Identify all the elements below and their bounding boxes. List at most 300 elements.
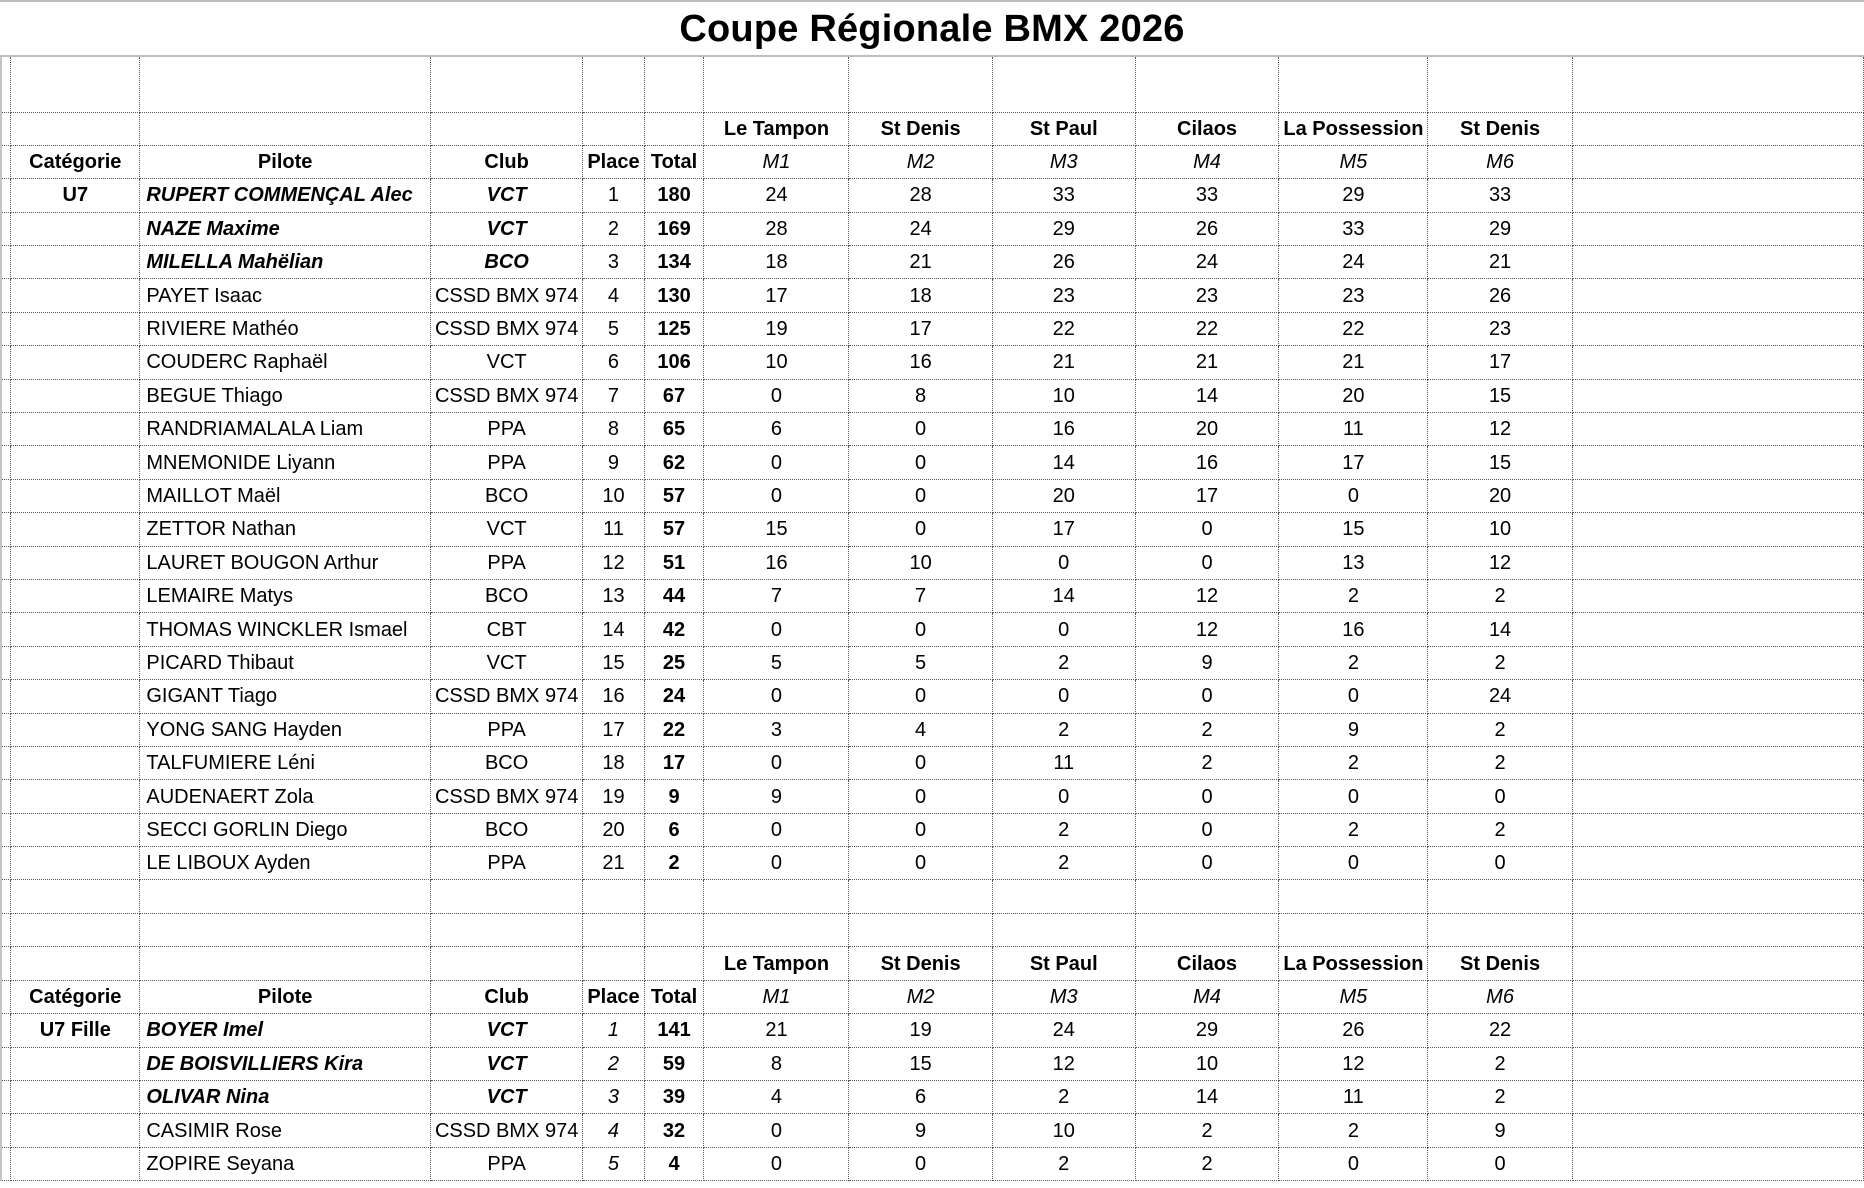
categorie-cell (11, 212, 140, 245)
table-row (1, 446, 1864, 479)
categorie-cell (11, 613, 140, 646)
row-edge (1, 880, 11, 914)
header-total: Total (644, 145, 704, 178)
club-cell: BCO (430, 579, 582, 612)
place-cell: 15 (583, 646, 644, 679)
place-cell: 18 (583, 746, 644, 779)
categorie-cell (11, 479, 140, 512)
empty-cell (1572, 57, 1863, 112)
table-row (1, 746, 1864, 779)
row-edge (1, 913, 11, 947)
table-row (1, 646, 1864, 679)
table-row (1, 713, 1864, 746)
row-edge (1, 179, 11, 212)
manche-2-cell: 0 (849, 479, 992, 512)
total-cell: 24 (644, 680, 704, 713)
manche-6-cell: 2 (1428, 579, 1572, 612)
venue-header-6: St Denis (1428, 947, 1572, 980)
venue-header-5: La Possession (1279, 112, 1428, 145)
table-row (1, 312, 1864, 345)
pilote-cell: ZOPIRE Seyana (140, 1147, 431, 1180)
manche-1-cell: 0 (704, 1114, 849, 1147)
row-edge (1, 847, 11, 880)
total-cell: 17 (644, 746, 704, 779)
place-cell: 4 (583, 1114, 644, 1147)
row-edge (1, 1114, 11, 1147)
manche-1-cell: 7 (704, 579, 849, 612)
club-cell: VCT (430, 179, 582, 212)
pilote-cell: PICARD Thibaut (140, 646, 431, 679)
header-categorie: Catégorie (11, 145, 140, 178)
manche-2-cell: 7 (849, 579, 992, 612)
manche-5-cell: 0 (1279, 847, 1428, 880)
row-edge (1, 613, 11, 646)
total-cell: 59 (644, 1047, 704, 1080)
empty-cell (140, 57, 431, 112)
empty-cell (704, 880, 849, 914)
manche-4-cell: 10 (1135, 1047, 1279, 1080)
pilote-cell: PAYET Isaac (140, 279, 431, 312)
table-row (1, 1147, 1864, 1180)
empty-cell (1572, 1047, 1863, 1080)
empty-cell (644, 947, 704, 980)
empty-cell (583, 913, 644, 947)
manche-6-cell: 10 (1428, 513, 1572, 546)
manche-4-cell: 14 (1135, 379, 1279, 412)
venue-header-3: St Paul (992, 947, 1135, 980)
manche-2-cell: 19 (849, 1014, 992, 1047)
empty-cell (704, 57, 849, 112)
manche-6-cell: 23 (1428, 312, 1572, 345)
total-cell: 6 (644, 813, 704, 846)
categorie-cell (11, 713, 140, 746)
row-edge (1, 312, 11, 345)
place-cell: 16 (583, 680, 644, 713)
manche-3-cell: 0 (992, 613, 1135, 646)
header-manche-2: M2 (849, 145, 992, 178)
manche-5-cell: 26 (1279, 1014, 1428, 1047)
club-cell: BCO (430, 246, 582, 279)
club-cell: PPA (430, 713, 582, 746)
place-cell: 3 (583, 246, 644, 279)
manche-6-cell: 2 (1428, 746, 1572, 779)
total-cell: 32 (644, 1114, 704, 1147)
pilote-cell: BOYER Imel (140, 1014, 431, 1047)
manche-5-cell: 0 (1279, 1147, 1428, 1180)
empty-cell (992, 880, 1135, 914)
table-row (1, 1014, 1864, 1047)
row-edge (1, 279, 11, 312)
total-cell: 57 (644, 513, 704, 546)
manche-1-cell: 0 (704, 446, 849, 479)
header-manche-3: M3 (992, 980, 1135, 1013)
venue-header-3: St Paul (992, 112, 1135, 145)
total-cell: 42 (644, 613, 704, 646)
manche-3-cell: 14 (992, 446, 1135, 479)
empty-cell (430, 947, 582, 980)
manche-2-cell: 0 (849, 513, 992, 546)
venue-header-row (1, 947, 1864, 980)
manche-5-cell: 2 (1279, 813, 1428, 846)
venue-header-6: St Denis (1428, 112, 1572, 145)
place-cell: 5 (583, 1147, 644, 1180)
pilote-cell: SECCI GORLIN Diego (140, 813, 431, 846)
total-cell: 25 (644, 646, 704, 679)
empty-cell (1572, 546, 1863, 579)
pilote-cell: DE BOISVILLIERS Kira (140, 1047, 431, 1080)
pilote-cell: AUDENAERT Zola (140, 780, 431, 813)
club-cell: CSSD BMX 974 (430, 312, 582, 345)
manche-3-cell: 16 (992, 413, 1135, 446)
empty-cell (1572, 1014, 1863, 1047)
manche-3-cell: 2 (992, 813, 1135, 846)
total-cell: 106 (644, 346, 704, 379)
empty-cell (140, 913, 431, 947)
manche-3-cell: 2 (992, 1081, 1135, 1114)
empty-cell (1572, 212, 1863, 245)
row-edge (1, 780, 11, 813)
total-cell: 67 (644, 379, 704, 412)
manche-6-cell: 33 (1428, 179, 1572, 212)
club-cell: CSSD BMX 974 (430, 1114, 582, 1147)
manche-4-cell: 24 (1135, 246, 1279, 279)
manche-4-cell: 2 (1135, 746, 1279, 779)
empty-cell (992, 913, 1135, 947)
page-title: Coupe Régionale BMX 2026 (679, 8, 1185, 50)
pilote-cell: COUDERC Raphaël (140, 346, 431, 379)
manche-4-cell: 12 (1135, 613, 1279, 646)
empty-cell (1279, 57, 1428, 112)
table-row (1, 1114, 1864, 1147)
empty-cell (1572, 1114, 1863, 1147)
empty-cell (1572, 179, 1863, 212)
total-cell: 125 (644, 312, 704, 345)
empty-cell (1572, 680, 1863, 713)
column-header-row (1, 980, 1864, 1013)
place-cell: 12 (583, 546, 644, 579)
empty-cell (1572, 479, 1863, 512)
manche-5-cell: 29 (1279, 179, 1428, 212)
manche-3-cell: 10 (992, 1114, 1135, 1147)
categorie-cell (11, 413, 140, 446)
empty-cell (583, 112, 644, 145)
manche-5-cell: 13 (1279, 546, 1428, 579)
club-cell: VCT (430, 212, 582, 245)
empty-cell (140, 112, 431, 145)
pilote-cell: LE LIBOUX Ayden (140, 847, 431, 880)
table-row (1, 680, 1864, 713)
empty-cell (1572, 880, 1863, 914)
total-cell: 169 (644, 212, 704, 245)
total-cell: 141 (644, 1014, 704, 1047)
pilote-cell: THOMAS WINCKLER Ismael (140, 613, 431, 646)
manche-4-cell: 33 (1135, 179, 1279, 212)
manche-5-cell: 21 (1279, 346, 1428, 379)
manche-3-cell: 20 (992, 479, 1135, 512)
manche-3-cell: 0 (992, 780, 1135, 813)
empty-cell (849, 57, 992, 112)
empty-cell (1572, 613, 1863, 646)
column-header-row (1, 145, 1864, 178)
spacer-row (1, 880, 1864, 914)
pilote-cell: MNEMONIDE Liyann (140, 446, 431, 479)
row-edge (1, 746, 11, 779)
pilote-cell: RANDRIAMALALA Liam (140, 413, 431, 446)
club-cell: VCT (430, 646, 582, 679)
empty-cell (992, 57, 1135, 112)
row-edge (1, 680, 11, 713)
venue-header-4: Cilaos (1135, 112, 1279, 145)
total-cell: 62 (644, 446, 704, 479)
manche-4-cell: 2 (1135, 1147, 1279, 1180)
table-row (1, 513, 1864, 546)
manche-4-cell: 0 (1135, 546, 1279, 579)
header-manche-4: M4 (1135, 980, 1279, 1013)
empty-cell (1572, 279, 1863, 312)
empty-cell (1572, 813, 1863, 846)
club-cell: CSSD BMX 974 (430, 680, 582, 713)
pilote-cell: TALFUMIERE Léni (140, 746, 431, 779)
header-manche-5: M5 (1279, 145, 1428, 178)
manche-6-cell: 2 (1428, 1081, 1572, 1114)
manche-4-cell: 23 (1135, 279, 1279, 312)
empty-cell (1572, 446, 1863, 479)
total-cell: 180 (644, 179, 704, 212)
categorie-cell (11, 379, 140, 412)
manche-2-cell: 21 (849, 246, 992, 279)
manche-4-cell: 0 (1135, 847, 1279, 880)
categorie-cell (11, 680, 140, 713)
pilote-cell: OLIVAR Nina (140, 1081, 431, 1114)
manche-4-cell: 0 (1135, 780, 1279, 813)
empty-cell (1135, 880, 1279, 914)
empty-cell (1572, 746, 1863, 779)
table-row (1, 279, 1864, 312)
empty-cell (1572, 579, 1863, 612)
total-cell: 4 (644, 1147, 704, 1180)
categorie-cell (11, 1081, 140, 1114)
row-edge (1, 947, 11, 980)
total-cell: 39 (644, 1081, 704, 1114)
header-manche-2: M2 (849, 980, 992, 1013)
header-manche-1: M1 (704, 980, 849, 1013)
manche-3-cell: 17 (992, 513, 1135, 546)
manche-1-cell: 4 (704, 1081, 849, 1114)
manche-4-cell: 12 (1135, 579, 1279, 612)
manche-6-cell: 2 (1428, 1047, 1572, 1080)
empty-cell (583, 947, 644, 980)
total-cell: 22 (644, 713, 704, 746)
empty-cell (644, 880, 704, 914)
categorie-cell (11, 346, 140, 379)
manche-1-cell: 3 (704, 713, 849, 746)
categorie-cell (11, 446, 140, 479)
pilote-cell: RIVIERE Mathéo (140, 312, 431, 345)
empty-cell (849, 880, 992, 914)
row-edge (1, 813, 11, 846)
header-total: Total (644, 980, 704, 1013)
club-cell: CSSD BMX 974 (430, 279, 582, 312)
manche-1-cell: 10 (704, 346, 849, 379)
manche-3-cell: 33 (992, 179, 1135, 212)
manche-5-cell: 0 (1279, 479, 1428, 512)
table-row (1, 179, 1864, 212)
empty-cell (1428, 880, 1572, 914)
manche-2-cell: 8 (849, 379, 992, 412)
row-edge (1, 446, 11, 479)
categorie-cell (11, 312, 140, 345)
club-cell: VCT (430, 513, 582, 546)
standings-table (0, 57, 1864, 1181)
manche-3-cell: 2 (992, 847, 1135, 880)
table-row (1, 246, 1864, 279)
manche-2-cell: 4 (849, 713, 992, 746)
manche-2-cell: 0 (849, 813, 992, 846)
manche-6-cell: 22 (1428, 1014, 1572, 1047)
manche-5-cell: 33 (1279, 212, 1428, 245)
manche-1-cell: 0 (704, 379, 849, 412)
table-row (1, 847, 1864, 880)
manche-4-cell: 0 (1135, 513, 1279, 546)
club-cell: PPA (430, 413, 582, 446)
place-cell: 5 (583, 312, 644, 345)
place-cell: 1 (583, 179, 644, 212)
manche-4-cell: 20 (1135, 413, 1279, 446)
manche-5-cell: 23 (1279, 279, 1428, 312)
table-row (1, 413, 1864, 446)
manche-1-cell: 6 (704, 413, 849, 446)
manche-1-cell: 16 (704, 546, 849, 579)
manche-6-cell: 2 (1428, 646, 1572, 679)
manche-6-cell: 20 (1428, 479, 1572, 512)
pilote-cell: RUPERT COMMENÇAL Alec (140, 179, 431, 212)
table-row (1, 813, 1864, 846)
manche-2-cell: 28 (849, 179, 992, 212)
header-manche-4: M4 (1135, 145, 1279, 178)
manche-5-cell: 16 (1279, 613, 1428, 646)
manche-4-cell: 26 (1135, 212, 1279, 245)
empty-cell (1279, 913, 1428, 947)
empty-cell (1572, 379, 1863, 412)
place-cell: 7 (583, 379, 644, 412)
manche-3-cell: 29 (992, 212, 1135, 245)
manche-5-cell: 12 (1279, 1047, 1428, 1080)
manche-3-cell: 14 (992, 579, 1135, 612)
venue-header-row (1, 112, 1864, 145)
venue-header-2: St Denis (849, 947, 992, 980)
categorie-cell (11, 1114, 140, 1147)
table-row (1, 1081, 1864, 1114)
categorie-cell (11, 279, 140, 312)
manche-3-cell: 0 (992, 680, 1135, 713)
place-cell: 14 (583, 613, 644, 646)
manche-2-cell: 17 (849, 312, 992, 345)
club-cell: VCT (430, 1081, 582, 1114)
header-manche-6: M6 (1428, 145, 1572, 178)
empty-cell (11, 947, 140, 980)
manche-5-cell: 2 (1279, 746, 1428, 779)
table-row (1, 613, 1864, 646)
total-cell: 57 (644, 479, 704, 512)
club-cell: VCT (430, 1014, 582, 1047)
manche-1-cell: 0 (704, 613, 849, 646)
manche-1-cell: 0 (704, 847, 849, 880)
empty-cell (644, 57, 704, 112)
row-edge (1, 145, 11, 178)
manche-4-cell: 0 (1135, 813, 1279, 846)
table-row (1, 346, 1864, 379)
empty-cell (644, 913, 704, 947)
place-cell: 3 (583, 1081, 644, 1114)
categorie-cell (11, 780, 140, 813)
club-cell: CSSD BMX 974 (430, 379, 582, 412)
place-cell: 6 (583, 346, 644, 379)
manche-4-cell: 2 (1135, 1114, 1279, 1147)
place-cell: 9 (583, 446, 644, 479)
spacer-row (1, 913, 1864, 947)
place-cell: 10 (583, 479, 644, 512)
empty-cell (430, 57, 582, 112)
title-row (0, 0, 1864, 57)
row-edge (1, 513, 11, 546)
manche-3-cell: 22 (992, 312, 1135, 345)
manche-6-cell: 15 (1428, 379, 1572, 412)
manche-5-cell: 11 (1279, 413, 1428, 446)
empty-cell (11, 880, 140, 914)
empty-cell (1572, 413, 1863, 446)
manche-2-cell: 0 (849, 446, 992, 479)
venue-header-4: Cilaos (1135, 947, 1279, 980)
place-cell: 20 (583, 813, 644, 846)
manche-5-cell: 9 (1279, 713, 1428, 746)
empty-cell (1572, 780, 1863, 813)
club-cell: PPA (430, 446, 582, 479)
table-row (1, 546, 1864, 579)
manche-4-cell: 14 (1135, 1081, 1279, 1114)
empty-cell (11, 57, 140, 112)
manche-1-cell: 18 (704, 246, 849, 279)
header-categorie: Catégorie (11, 980, 140, 1013)
manche-5-cell: 2 (1279, 646, 1428, 679)
header-manche-3: M3 (992, 145, 1135, 178)
manche-1-cell: 28 (704, 212, 849, 245)
manche-4-cell: 0 (1135, 680, 1279, 713)
categorie-cell (11, 513, 140, 546)
manche-5-cell: 2 (1279, 579, 1428, 612)
place-cell: 8 (583, 413, 644, 446)
manche-3-cell: 12 (992, 1047, 1135, 1080)
empty-cell (1572, 913, 1863, 947)
manche-6-cell: 29 (1428, 212, 1572, 245)
manche-5-cell: 22 (1279, 312, 1428, 345)
manche-3-cell: 24 (992, 1014, 1135, 1047)
empty-cell (583, 57, 644, 112)
place-cell: 19 (583, 780, 644, 813)
empty-cell (430, 880, 582, 914)
manche-5-cell: 17 (1279, 446, 1428, 479)
place-cell: 11 (583, 513, 644, 546)
manche-6-cell: 0 (1428, 847, 1572, 880)
header-place: Place (583, 980, 644, 1013)
empty-cell (1572, 513, 1863, 546)
pilote-cell: YONG SANG Hayden (140, 713, 431, 746)
manche-6-cell: 12 (1428, 413, 1572, 446)
row-edge (1, 212, 11, 245)
place-cell: 13 (583, 579, 644, 612)
empty-cell (11, 112, 140, 145)
empty-cell (1135, 913, 1279, 947)
manche-5-cell: 0 (1279, 680, 1428, 713)
